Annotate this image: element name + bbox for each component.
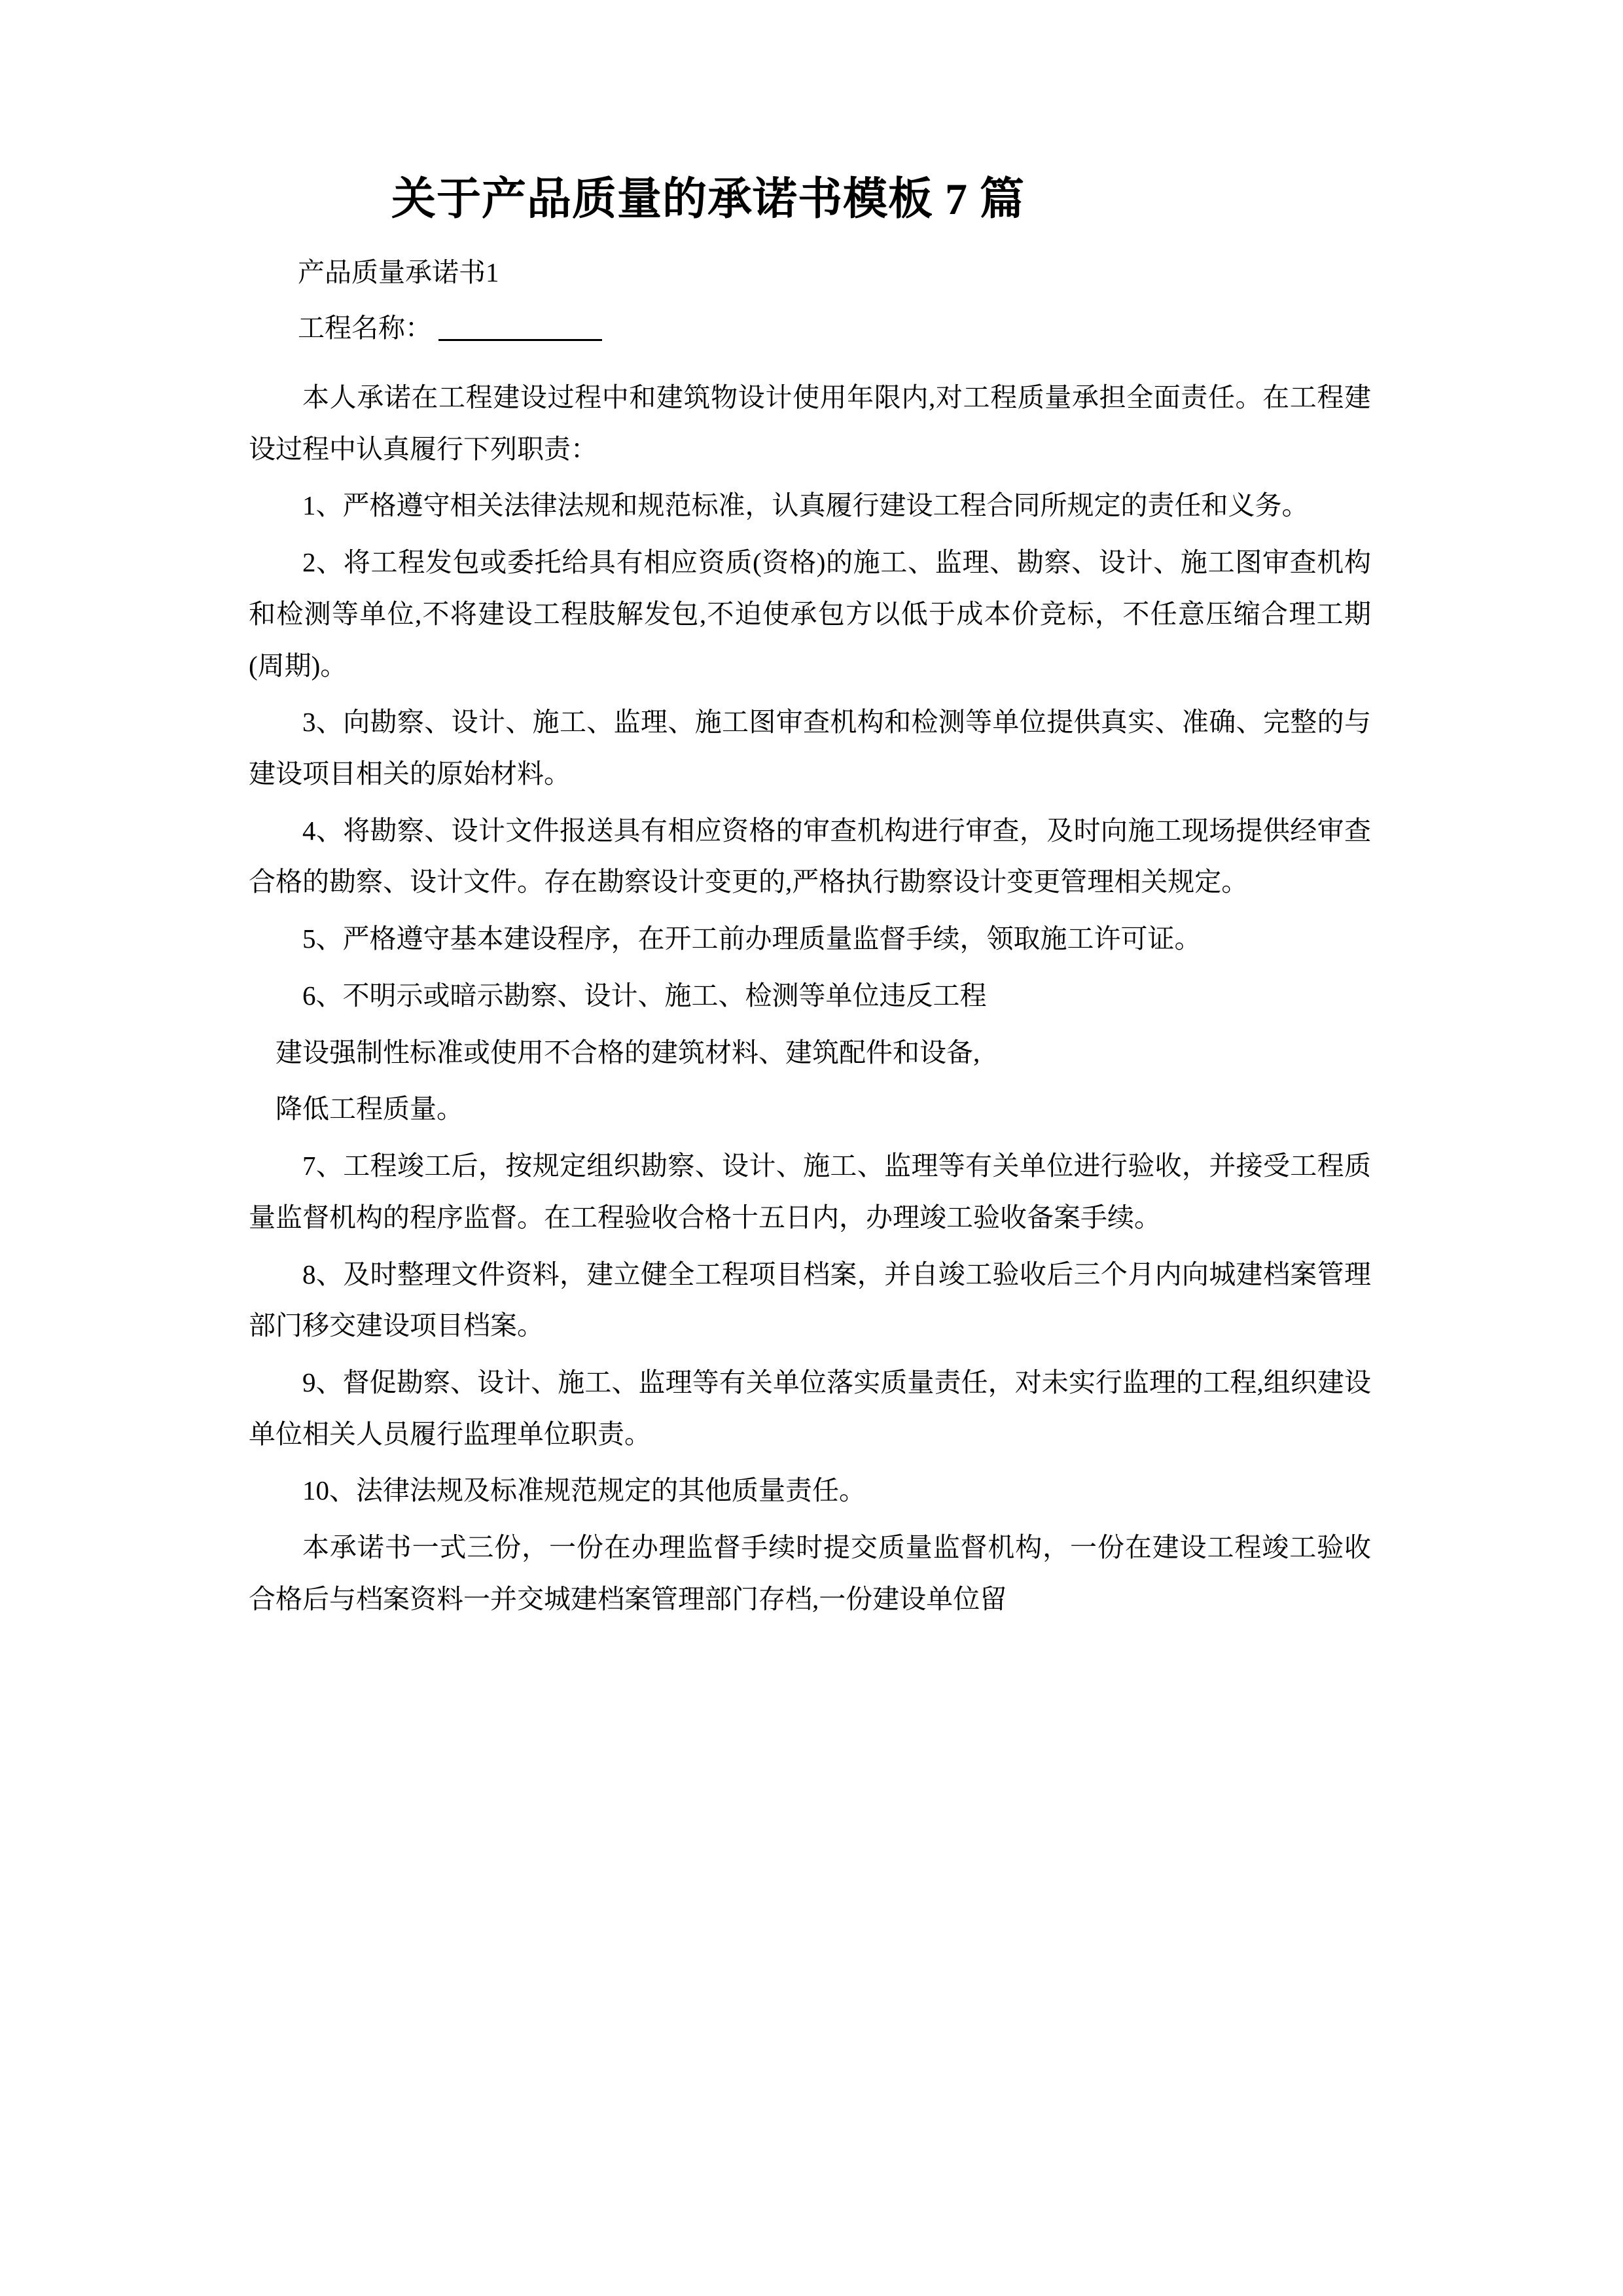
paragraph-closing: 本承诺书一式三份，一份在办理监督手续时提交质量监督机构，一份在建设工程竣工验收合格后与档案资料一并交城建档案管理部门存档,一份建设单位留	[249, 1532, 1371, 1614]
document-body	[249, 174, 1371, 1625]
paragraph-item-9: 9、督促勘察、设计、施工、监理等有关单位落实质量责任，对未实行监理的工程,组织建设单位相关人员履行监理单位职责。	[249, 1367, 1371, 1449]
project-name-field	[249, 315, 1371, 342]
paragraph-item-8: 8、及时整理文件资料，建立健全工程项目档案，并自竣工验收后三个月内向城建档案管理部门移交建设项目档案。	[249, 1259, 1371, 1341]
paragraph-item-6-cont-2: 降低工程质量。	[276, 1094, 463, 1124]
paragraph-intro: 本人承诺在工程建设过程中和建筑物设计使用年限内,对工程质量承担全面责任。在工程建设过程中认真履行下列职责：	[249, 382, 1371, 464]
paragraph-item-1: 1、严格遵守相关法律法规和规范标准，认真履行建设工程合同所规定的责任和义务。	[302, 490, 1309, 521]
page-title: 关于产品质量的承诺书模板 7 篇	[391, 174, 1026, 224]
project-name-label: 工程名称：	[298, 313, 432, 343]
paragraph-item-6-cont-1: 建设强制性标准或使用不合格的建筑材料、建筑配件和设备,	[276, 1037, 980, 1067]
paragraph-item-5: 5、严格遵守基本建设程序，在开工前办理质量监督手续，领取施工许可证。	[302, 924, 1202, 954]
paragraph-item-6: 6、不明示或暗示勘察、设计、施工、检测等单位违反工程	[302, 980, 987, 1011]
paragraph-list	[249, 372, 1371, 1625]
paragraph-item-3: 3、向勘察、设计、施工、监理、施工图审查机构和检测等单位提供真实、准确、完整的与建设项目相关的原始材料。	[249, 707, 1371, 789]
paragraph-item-4: 4、将勘察、设计文件报送具有相应资格的审查机构进行审查，及时向施工现场提供经审查合格的勘察、设计文件。存在勘察设计变更的,严格执行勘察设计变更管理相关规定。	[249, 815, 1371, 897]
paragraph-item-10: 10、法律法规及标准规范规定的其他质量责任。	[302, 1475, 866, 1506]
project-name-input[interactable]	[438, 339, 602, 341]
paragraph-item-7: 7、工程竣工后，按规定组织勘察、设计、施工、监理等有关单位进行验收，并接受工程质量监督机构的程序监督。在工程验收合格十五日内，办理竣工验收备案手续。	[249, 1151, 1371, 1232]
paragraph-item-2: 2、将工程发包或委托给具有相应资质(资格)的施工、监理、勘察、设计、施工图审查机构和检测等单位,不将建设工程肢解发包,不迫使承包方以低于成本价竞标，不任意压缩合理工期(周期)。	[249, 547, 1371, 681]
section-heading: 产品质量承诺书1	[298, 257, 499, 287]
